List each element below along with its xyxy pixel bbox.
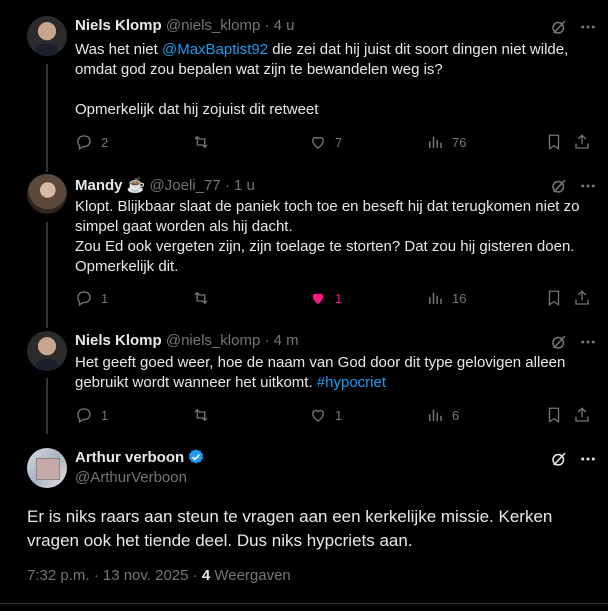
tweet-header (75, 176, 255, 194)
verified-badge-icon (187, 448, 205, 466)
like-button[interactable] (309, 132, 342, 152)
views-count: 6 (452, 407, 460, 423)
reply-icon (75, 406, 93, 424)
mention-link[interactable]: @MaxBaptist92 (161, 41, 269, 58)
views-icon (426, 289, 444, 307)
reply-icon (75, 289, 93, 307)
views-count: 76 (452, 134, 467, 150)
tweet-text-line: Opmerkelijk dit. (75, 258, 179, 275)
reply-button[interactable] (75, 405, 108, 425)
views-count: 4 (201, 567, 211, 584)
author-handle[interactable]: @niels_klomp (165, 17, 261, 34)
tweet-header (75, 332, 299, 349)
views-icon (426, 406, 444, 424)
avatar[interactable] (27, 331, 67, 371)
grok-icon[interactable] (549, 176, 569, 196)
reply-button[interactable] (75, 132, 108, 152)
tweet-text-part: die zei dat hij juist dit soort dingen niet wilde, omdat god zou bepalen wat zijn te bewandelen weg is? (75, 41, 569, 78)
views-button[interactable] (426, 405, 459, 425)
more-icon[interactable] (578, 332, 598, 352)
tweet-actions (75, 132, 590, 152)
grok-icon[interactable] (549, 332, 569, 352)
reply-icon (75, 133, 93, 151)
bookmark-icon (545, 406, 563, 424)
author-handle[interactable]: @Joeli_77 (149, 177, 221, 194)
tweet-time[interactable]: · 1 u (224, 177, 255, 194)
like-button[interactable] (309, 405, 342, 425)
retweet-icon (192, 133, 210, 151)
like-count: 1 (335, 290, 343, 306)
reply-button[interactable] (75, 288, 108, 308)
views-button[interactable] (426, 288, 466, 308)
name-emoji: ☕ (126, 177, 146, 194)
tweet-text-part: Het geeft goed weer, hoe de naam van God door dit type gelovigen alleen gebruikt wordt wanneer het uitkomt. (75, 354, 566, 391)
bookmark-icon (545, 133, 563, 151)
tweet-text-part: Opmerkelijk dat hij zojuist dit retweet (75, 101, 319, 118)
share-icon (573, 133, 591, 151)
share-icon (573, 289, 591, 307)
retweet-icon (192, 406, 210, 424)
share-button[interactable] (573, 288, 599, 308)
retweet-button[interactable] (192, 288, 218, 308)
main-author-name[interactable] (75, 448, 205, 466)
bookmark-button[interactable] (545, 132, 571, 152)
tweet-text (75, 40, 590, 120)
views-icon (426, 133, 444, 151)
more-icon[interactable] (578, 449, 598, 469)
author-name[interactable]: Niels Klomp (75, 332, 162, 349)
bookmark-icon (545, 289, 563, 307)
avatar[interactable] (27, 174, 67, 214)
tweet-text (75, 353, 590, 393)
bookmark-button[interactable] (545, 405, 571, 425)
retweet-button[interactable] (192, 132, 218, 152)
bookmark-button[interactable] (545, 288, 571, 308)
like-button[interactable] (309, 288, 342, 308)
views-button[interactable] (426, 132, 466, 152)
tweet-header (75, 17, 294, 34)
like-icon (309, 406, 327, 424)
tweet-timestamp[interactable]: 7:32 p.m. · 13 nov. 2025 · (27, 567, 202, 584)
retweet-icon (192, 289, 210, 307)
share-icon (573, 406, 591, 424)
more-icon[interactable] (578, 176, 598, 196)
share-button[interactable] (573, 132, 599, 152)
divider (0, 603, 608, 604)
like-icon (309, 133, 327, 151)
author-name[interactable]: Mandy (75, 177, 123, 194)
tweet-meta (27, 567, 291, 584)
avatar[interactable] (27, 16, 67, 56)
tweet-time[interactable]: · 4 m (264, 332, 299, 349)
tweet-text-part: Was het niet (75, 41, 162, 58)
main-tweet-text: Er is niks raars aan steun te vragen aan een kerkelijke missie. Kerken vragen ook het tiende deel. Dus niks hypcriets aan. (27, 507, 553, 550)
views-count: 16 (452, 290, 467, 306)
author-name[interactable]: Niels Klomp (75, 17, 162, 34)
tweet-text-line: Klopt. Blijkbaar slaat de paniek toch toe en beseft hij dat terugkomen niet zo simpel gaat worden als hij dacht. (75, 198, 580, 235)
views-label: Weergaven (210, 567, 291, 584)
like-count: 7 (335, 134, 343, 150)
like-count: 1 (335, 407, 343, 423)
thread-connector (46, 222, 48, 328)
tweet-text-line: Zou Ed ook vergeten zijn, zijn toelage te storten? Dat zou hij gisteren doen. (75, 238, 575, 255)
author-handle[interactable]: @ArthurVerboon (75, 469, 187, 486)
share-button[interactable] (573, 405, 599, 425)
reply-count: 1 (101, 290, 109, 306)
author-name[interactable]: Arthur verboon (75, 448, 185, 466)
tweet-time[interactable]: · 4 u (264, 17, 295, 34)
thread-connector (46, 378, 48, 434)
grok-icon[interactable] (549, 449, 569, 469)
tweet-actions (75, 405, 590, 425)
thread-connector (46, 64, 48, 172)
grok-icon[interactable] (549, 17, 569, 37)
retweet-button[interactable] (192, 405, 218, 425)
hashtag-link[interactable]: #hypocriet (316, 374, 387, 391)
more-icon[interactable] (578, 17, 598, 37)
reply-count: 1 (101, 407, 109, 423)
author-handle[interactable]: @niels_klomp (165, 332, 261, 349)
tweet-actions (75, 288, 590, 308)
tweet-text (75, 197, 590, 277)
like-icon (309, 289, 327, 307)
avatar[interactable] (27, 448, 67, 488)
reply-count: 2 (101, 134, 109, 150)
